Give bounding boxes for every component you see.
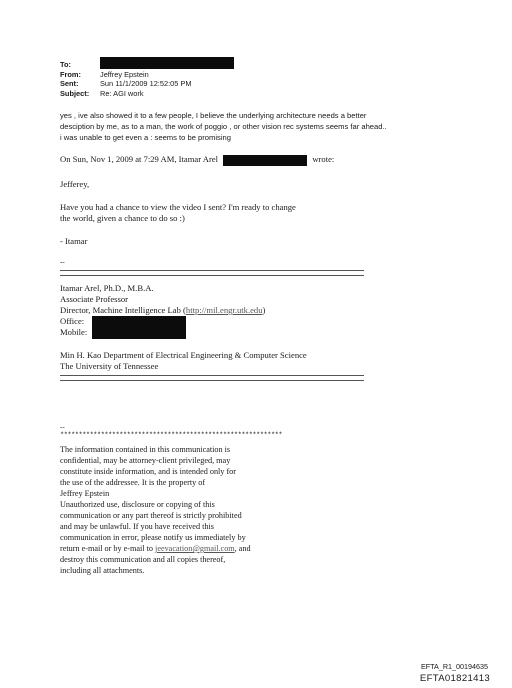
email-link[interactable]: jeevacation@gmail.com (155, 544, 235, 553)
header-subject-row (60, 89, 234, 99)
message-line: desciption by me, as to a man, the work of poggio , or other vision rec systems seems far ahead.. (60, 122, 387, 131)
header-sent-row (60, 79, 234, 89)
to-label: To: (60, 60, 71, 69)
disclaimer-line: The information contained in this communication is (60, 445, 231, 454)
disclaimer-stars: ************************************************************ (60, 432, 283, 440)
redaction-box (100, 57, 234, 69)
signature-mobile (60, 327, 87, 338)
sent-value: Sun 11/1/2009 12:52:05 PM (100, 79, 192, 89)
quote-intro-suffix: wrote: (312, 154, 335, 164)
director-text: Director, Machine Intelligence Lab ( (60, 305, 186, 315)
quote-intro (60, 154, 334, 166)
message-body (60, 110, 460, 143)
signature-department: Min H. Kao Department of Electrical Engineering & Computer Science (60, 350, 307, 360)
from-value: Jeffrey Epstein (100, 69, 149, 79)
subject-value: Re: AGI work (100, 88, 144, 98)
signature-name: Itamar Arel, Ph.D., M.B.A. (60, 283, 154, 293)
disclaimer-dashes: -- (60, 423, 65, 431)
email-header (60, 60, 234, 98)
message-line: i was unable to get even a : seems to be promising (60, 133, 231, 142)
quote-body-line: Have you had a chance to view the video I sent? I'm ready to change (60, 202, 296, 212)
quote-dashes: -- (60, 258, 65, 266)
disclaimer-line: Jeffrey Epstein (60, 489, 110, 498)
sent-label: Sent: (60, 79, 79, 89)
quote-signoff: - Itamar (60, 236, 88, 246)
disclaimer-line: including all attachments. (60, 566, 145, 575)
disclaimer-line: Unauthorized use, disclosure or copying of this (60, 500, 215, 509)
office-label: Office: (60, 316, 85, 326)
quote-greeting: Jefferey, (60, 179, 90, 189)
disclaimer-line: confidential, may be attorney-client privileged, may (60, 456, 231, 465)
redaction-box (223, 155, 307, 166)
lab-website-link[interactable]: http://mil.engr.utk.edu (185, 305, 263, 315)
quote-intro-prefix: On Sun, Nov 1, 2009 at 7:29 AM, Itamar Arel (60, 154, 219, 164)
disclaimer-line: destroy this communication and all copies thereof, (60, 555, 226, 564)
disclaimer-line: constitute inside information, and is intended only for (60, 467, 236, 476)
disclaimer-line: the use of the addressee. It is the property of (60, 478, 206, 487)
disclaimer-line: communication in error, please notify us immediately by (60, 533, 246, 542)
disclaimer-line (60, 543, 251, 554)
from-label: From: (60, 69, 81, 79)
redaction-box (92, 316, 186, 339)
disclaimer-line: and may be unlawful. If you have received this (60, 522, 214, 531)
director-suffix: ) (262, 305, 266, 315)
disclaimer-line: communication or any part thereof is strictly prohibited (60, 511, 242, 520)
bates-reference: EFTA01821413 (419, 673, 490, 684)
divider-rule (60, 375, 364, 381)
quote-body-line: the world, given a chance to do so :) (60, 213, 185, 223)
header-to-row (60, 60, 234, 70)
disclaimer-text: return e-mail or by e-mail to (60, 544, 156, 553)
disclaimer-text: , and (234, 544, 251, 553)
mobile-label: Mobile: (60, 327, 88, 337)
signature-office (60, 316, 84, 327)
signature-director (60, 305, 265, 316)
divider-rule (60, 270, 364, 276)
subject-label: Subject: (60, 88, 90, 98)
bates-reference-small: EFTA_R1_00194635 (421, 662, 488, 671)
signature-university: The University of Tennessee (60, 361, 159, 371)
header-from-row (60, 70, 234, 80)
signature-title: Associate Professor (60, 294, 129, 304)
message-line: yes , ive also showed it to a few people, I believe the underlying architecture needs a better (60, 111, 367, 120)
